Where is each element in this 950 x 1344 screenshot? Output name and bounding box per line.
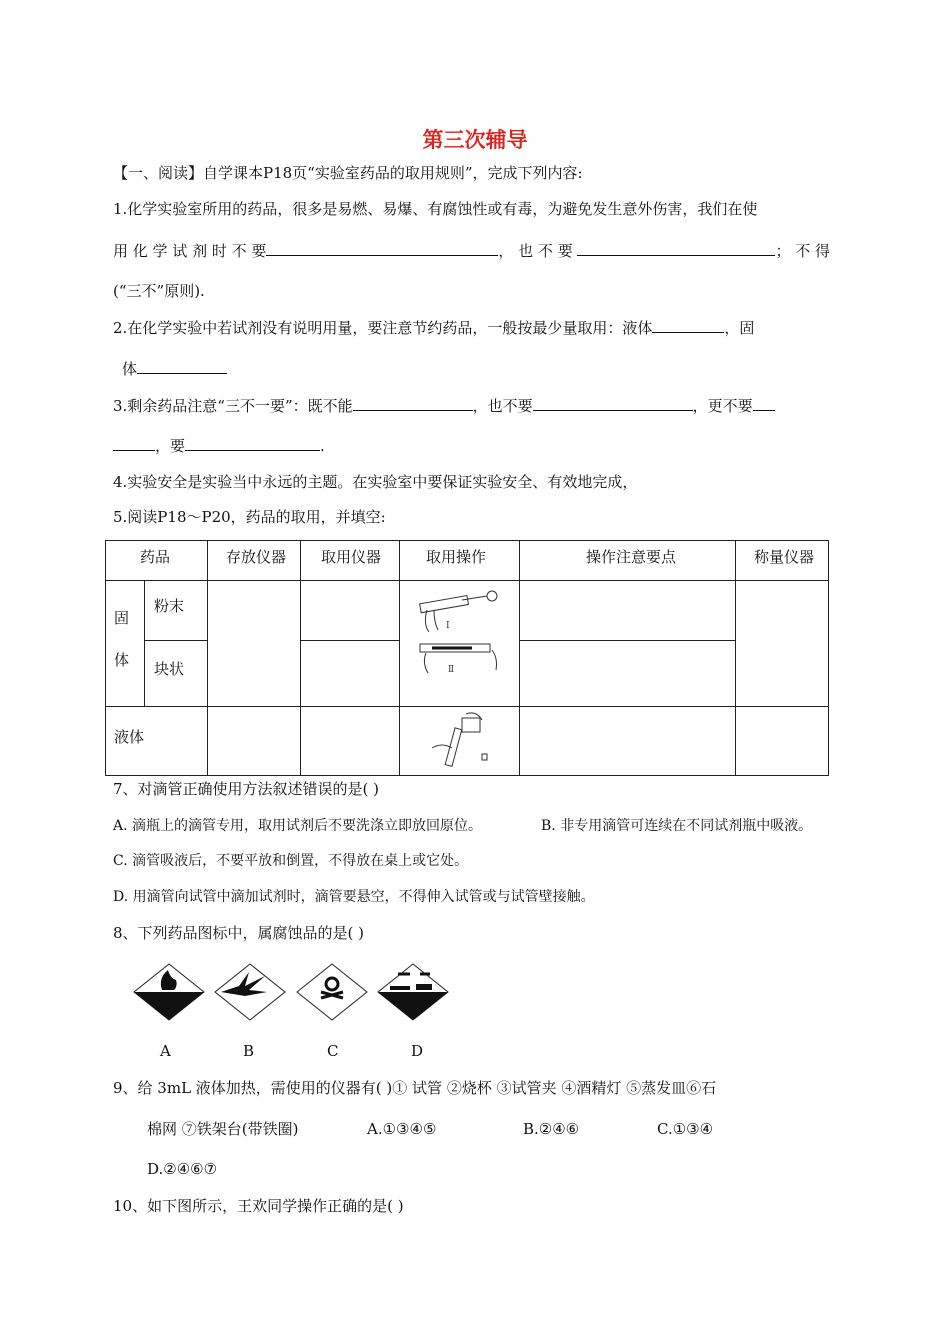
fig-2-label: Ⅱ (448, 665, 455, 675)
q3-line2 (113, 435, 325, 456)
q3-text-c: ，更不要 (692, 397, 753, 415)
header-weighing: 称量仪器 (754, 548, 815, 566)
powder-label: 粉末 (154, 597, 185, 615)
q7-option-d: D. 用滴管向试管中滴加试剂时，滴管要悬空，不得伸入试管或与试管壁接触。 (113, 889, 595, 905)
blank (753, 395, 775, 411)
q2-line2 (122, 358, 227, 379)
q9-option-b: B.②④⑥ (523, 1120, 580, 1138)
blank (353, 395, 473, 411)
toxic-symbol-icon (295, 962, 369, 1022)
blank (137, 358, 227, 374)
header-operation: 取用操作 (426, 548, 487, 566)
q9-option-c: C.①③④ (657, 1120, 714, 1138)
q2-end: ，固 (724, 319, 755, 337)
q3-text-e: . (320, 437, 325, 455)
q2-text: 2.在化学实验中若试剂没有说明用量，要注意节约药品，一般按最少量取用：液体 (113, 319, 653, 337)
q2-line1 (113, 317, 754, 338)
intro: 【一、阅读】自学课本P18页“实验室药品的取用规则”，完成下列内容: (113, 164, 583, 182)
q1-line2 (113, 240, 830, 261)
blank (113, 435, 155, 451)
blank (266, 240, 498, 256)
header-storage: 存放仪器 (226, 548, 287, 566)
q1-line1: 1.化学实验室所用的药品，很多是易燃、易爆、有腐蚀性或有毒，为避免发生意外伤害，我们在使 (113, 200, 758, 218)
q1-text-a: 用 化 学 试 剂 时 不 要 (113, 242, 267, 260)
q1-text-c: ； 不 得 (775, 242, 831, 260)
liquid-pouring-illustration (428, 710, 498, 772)
q2-text-2: 体 (122, 360, 138, 378)
option-label-c: C (327, 1042, 339, 1060)
header-notes: 操作注意要点 (586, 548, 677, 566)
header-tool: 取用仪器 (321, 548, 382, 566)
q3-text-d: ，要 (155, 437, 186, 455)
blank (185, 435, 320, 451)
blank (577, 240, 775, 256)
lump-label: 块状 (154, 660, 185, 678)
q4: 4.实验安全是实验当中永远的主题。在实验室中要保证实验安全、有效地完成， (113, 473, 638, 491)
option-label-b: B (243, 1042, 255, 1060)
option-label-a: A (160, 1042, 171, 1060)
flammable-symbol-icon (132, 962, 206, 1022)
page-title: 第三次辅导 (422, 128, 528, 152)
q5: 5.阅读P18～P20，药品的取用，并填空: (113, 508, 386, 526)
solid-label-2: 体 (114, 651, 130, 669)
corrosive-symbol-icon (376, 962, 450, 1022)
q7-stem: 7、对滴管正确使用方法叙述错误的是( ) (113, 780, 380, 798)
q10-stem: 10、如下图所示，王欢同学操作正确的是( ) (113, 1197, 404, 1215)
q7-option-b: B. 非专用滴管可连续在不同试剂瓶中吸液。 (541, 818, 813, 834)
q1-text-b: ， 也 不 要 (498, 242, 573, 260)
q3-text-b: ，也不要 (472, 397, 533, 415)
blank (533, 395, 693, 411)
solid-label: 固 (114, 609, 130, 627)
explosive-symbol-icon (213, 962, 287, 1022)
liquid-label: 液体 (114, 728, 145, 746)
fig-1-label: Ⅰ (446, 621, 450, 631)
solid-handling-illustration (412, 586, 507, 676)
q9-option-a: A.①③④⑤ (367, 1120, 437, 1138)
q7-option-c: C. 滴管吸液后，不要平放和倒置，不得放在桌上或它处。 (113, 853, 469, 869)
q9-line1: 9、给 3mL 液体加热，需使用的仪器有( )① 试管 ②烧杯 ③试管夹 ④酒精灯 ⑤蒸发皿⑥石 (113, 1079, 717, 1097)
option-label-d: D (411, 1042, 424, 1060)
q3-line1 (113, 395, 775, 416)
q3-text-a: 3.剩余药品注意“三不一要”：既不能 (113, 397, 353, 415)
q1-line3: (“三不”原则). (113, 282, 205, 300)
q9-option-d: D.②④⑥⑦ (147, 1160, 218, 1178)
blank (652, 317, 724, 333)
q7-option-a: A. 滴瓶上的滴管专用，取用试剂后不要洗涤立即放回原位。 (113, 818, 483, 834)
header-reagent: 药品 (140, 548, 171, 566)
q8-stem: 8、下列药品图标中，属腐蚀品的是( ) (113, 924, 365, 942)
q9-line2: 棉网 ⑦铁架台(带铁圈) (147, 1120, 299, 1138)
